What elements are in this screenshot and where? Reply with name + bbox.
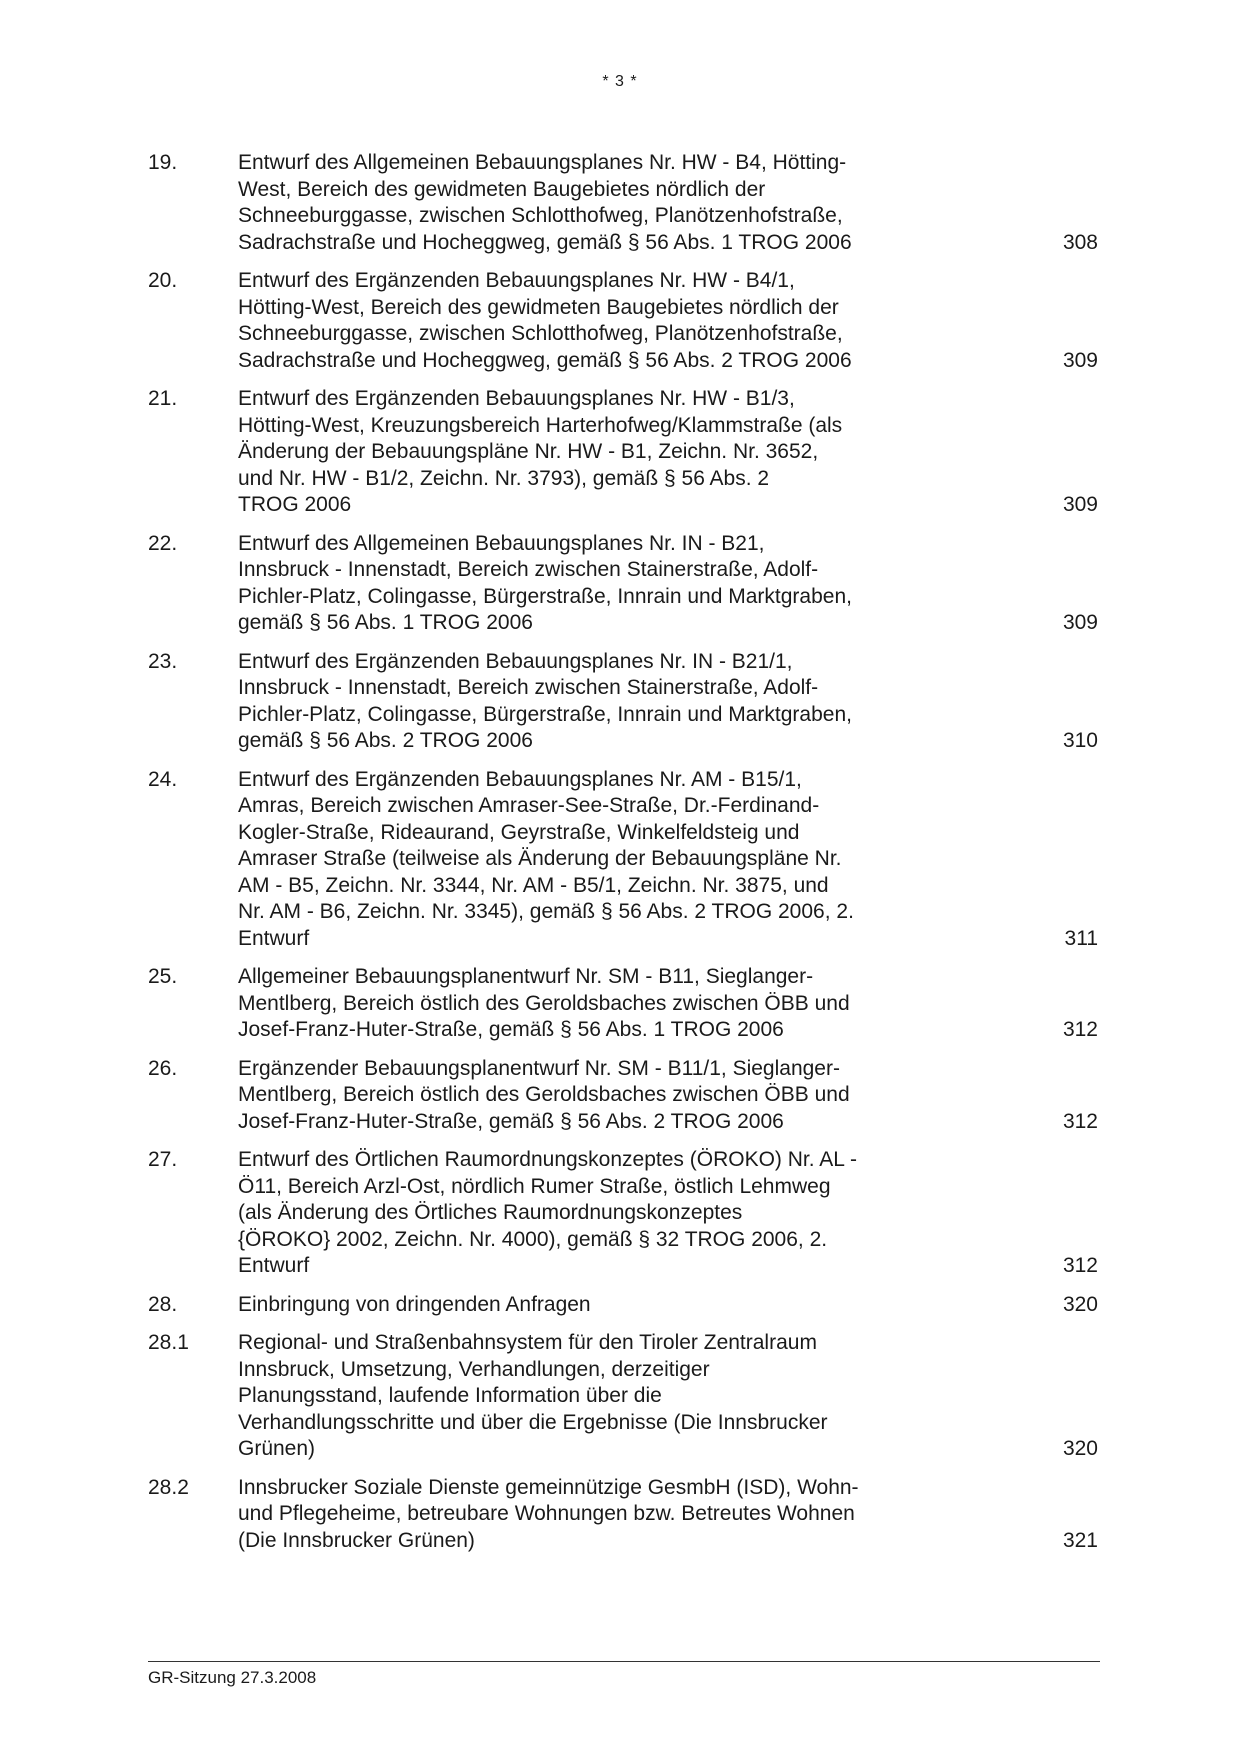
toc-entry-page: 320 <box>1062 1292 1098 1316</box>
toc-entry <box>148 1056 1098 1136</box>
toc-entry <box>148 1475 1098 1555</box>
toc-entry-number: 19. <box>148 151 178 174</box>
toc-entry-number: 23. <box>148 649 178 673</box>
toc-entry-title: Entwurf des Ergänzenden Bebauungsplanes Nr. IN - B21/1, Innsbruck - Innenstadt, Bereich zwischen Stainerstraße, Adolf- Pichler-Platz, Colingasse, Bürgerstraße, Innrain und Marktgraben, gemäß § 56 Abs. 2 TROG 2006 <box>238 649 852 752</box>
footer-divider <box>148 1661 1100 1662</box>
toc-entry-page: 320 <box>1062 1437 1098 1460</box>
toc-entry-title: Entwurf des Ergänzenden Bebauungsplanes Nr. AM - B15/1, Amras, Bereich zwischen Amraser-See-Straße, Dr.-Ferdinand- Kogler-Straße, Rideaurand, Geyrstraße, Winkelfeldsteig und Amraser Straße (teilweise als Änderung der Bebauungspläne Nr. AM - B5, Zeichn. Nr. 3344, Nr. AM - B5/1, Zeichn. Nr. 3875, und Nr. AM - B6, Zeichn. Nr. 3345), gemäß § 56 Abs. 2 TROG 2006, 2. Entwurf <box>238 767 854 950</box>
toc-entry-page: 309 <box>1062 493 1098 516</box>
footer-text: GR-Sitzung 27.3.2008 <box>148 1668 317 1687</box>
toc-entry-page: 312 <box>1062 1109 1098 1133</box>
toc-entry <box>148 386 1098 519</box>
toc-entry-title: Entwurf des Örtlichen Raumordnungskonzeptes (ÖROKO) Nr. AL - Ö11, Bereich Arzl-Ost, nördlich Rumer Straße, östlich Lehmweg (als Änderung des Örtliches Raumordnungskonzeptes {ÖROKO} 2002, Zeichn. Nr. 4000), gemäß § 32 TROG 2006, 2. Entwurf <box>238 1148 857 1277</box>
toc-entry-title: Innsbrucker Soziale Dienste gemeinnützige GesmbH (ISD), Wohn- und Pflegeheime, betreubare Wohnungen bzw. Betreutes Wohnen (Die Innsbrucker Grünen) <box>238 1475 859 1552</box>
toc-entry-number: 20. <box>148 269 178 292</box>
toc-entry-number: 26. <box>148 1056 178 1080</box>
toc-entry-page: 311 <box>1064 926 1098 950</box>
toc-entry-number: 27. <box>148 1148 178 1171</box>
toc-entry-title: Entwurf des Allgemeinen Bebauungsplanes Nr. HW - B4, Hötting- West, Bereich des gewidmeten Baugebietes nördlich der Schneeburggasse, zwischen Schlotthofweg, Planötzenhofstraße, Sadrachstraße und Hocheggweg, gemäß § 56 Abs. 1 TROG 2006 <box>238 151 852 254</box>
toc-entry-page: 321 <box>1062 1528 1098 1552</box>
toc-entry-title: Regional- und Straßenbahnsystem für den Tiroler Zentralraum Innsbruck, Umsetzung, Verhandlungen, derzeitiger Planungsstand, laufende Information über die Verhandlungsschritte und über die Ergebnisse (Die Innsbrucker Grünen) <box>238 1331 828 1460</box>
toc-entry-title: Entwurf des Ergänzenden Bebauungsplanes Nr. HW - B4/1, Hötting-West, Bereich des gewidmeten Baugebietes nördlich der Schneeburggasse, zwischen Schlotthofweg, Planötzenhofstraße, Sadrachstraße und Hocheggweg, gemäß § 56 Abs. 2 TROG 2006 <box>238 269 852 372</box>
toc-entry <box>148 767 1098 953</box>
toc-entry <box>148 1292 1098 1319</box>
toc-entry-page: 309 <box>1062 348 1098 372</box>
table-of-contents <box>148 150 1098 1566</box>
toc-entry <box>148 649 1098 755</box>
page-number: * 3 * <box>602 73 638 90</box>
toc-entry-page: 308 <box>1062 230 1098 254</box>
toc-entry-title: Einbringung von dringenden Anfragen <box>238 1292 591 1316</box>
toc-entry <box>148 268 1098 374</box>
toc-entry-page: 310 <box>1062 729 1098 752</box>
toc-entry-number: 28.2 <box>148 1475 189 1499</box>
toc-entry-number: 24. <box>148 767 178 791</box>
toc-entry-number: 21. <box>148 387 178 410</box>
toc-entry-page: 312 <box>1062 1018 1098 1041</box>
toc-entry <box>148 1330 1098 1463</box>
toc-entry-title: Ergänzender Bebauungsplanentwurf Nr. SM - B11/1, Sieglanger- Mentlberg, Bereich östlich des Geroldsbaches zwischen ÖBB und Josef-Franz-Huter-Straße, gemäß § 56 Abs. 2 TROG 2006 <box>238 1056 850 1133</box>
toc-entry <box>148 531 1098 637</box>
toc-entry-page: 309 <box>1062 611 1098 634</box>
toc-entry-title: Entwurf des Allgemeinen Bebauungsplanes Nr. IN - B21, Innsbruck - Innenstadt, Bereich zwischen Stainerstraße, Adolf- Pichler-Platz, Colingasse, Bürgerstraße, Innrain und Marktgraben, gemäß § 56 Abs. 1 TROG 2006 <box>238 531 852 634</box>
toc-entry <box>148 150 1098 256</box>
toc-entry-number: 25. <box>148 965 178 988</box>
toc-entry-title: Allgemeiner Bebauungsplanentwurf Nr. SM - B11, Sieglanger- Mentlberg, Bereich östlich des Geroldsbaches zwischen ÖBB und Josef-Franz-Huter-Straße, gemäß § 56 Abs. 1 TROG 2006 <box>238 965 850 1041</box>
toc-entry-number: 22. <box>148 531 178 555</box>
toc-entry-title: Entwurf des Ergänzenden Bebauungsplanes Nr. HW - B1/3, Hötting-West, Kreuzungsbereich Harterhofweg/Klammstraße (als Änderung der Bebauungspläne Nr. HW - B1, Zeichn. Nr. 3652, und Nr. HW - B1/2, Zeichn. Nr. 3793), gemäß § 56 Abs. 2 TROG 2006 <box>238 387 843 516</box>
toc-entry <box>148 1147 1098 1280</box>
toc-entry-page: 312 <box>1062 1254 1098 1277</box>
toc-entry <box>148 964 1098 1044</box>
toc-entry-number: 28.1 <box>148 1331 189 1354</box>
toc-entry-number: 28. <box>148 1292 178 1316</box>
